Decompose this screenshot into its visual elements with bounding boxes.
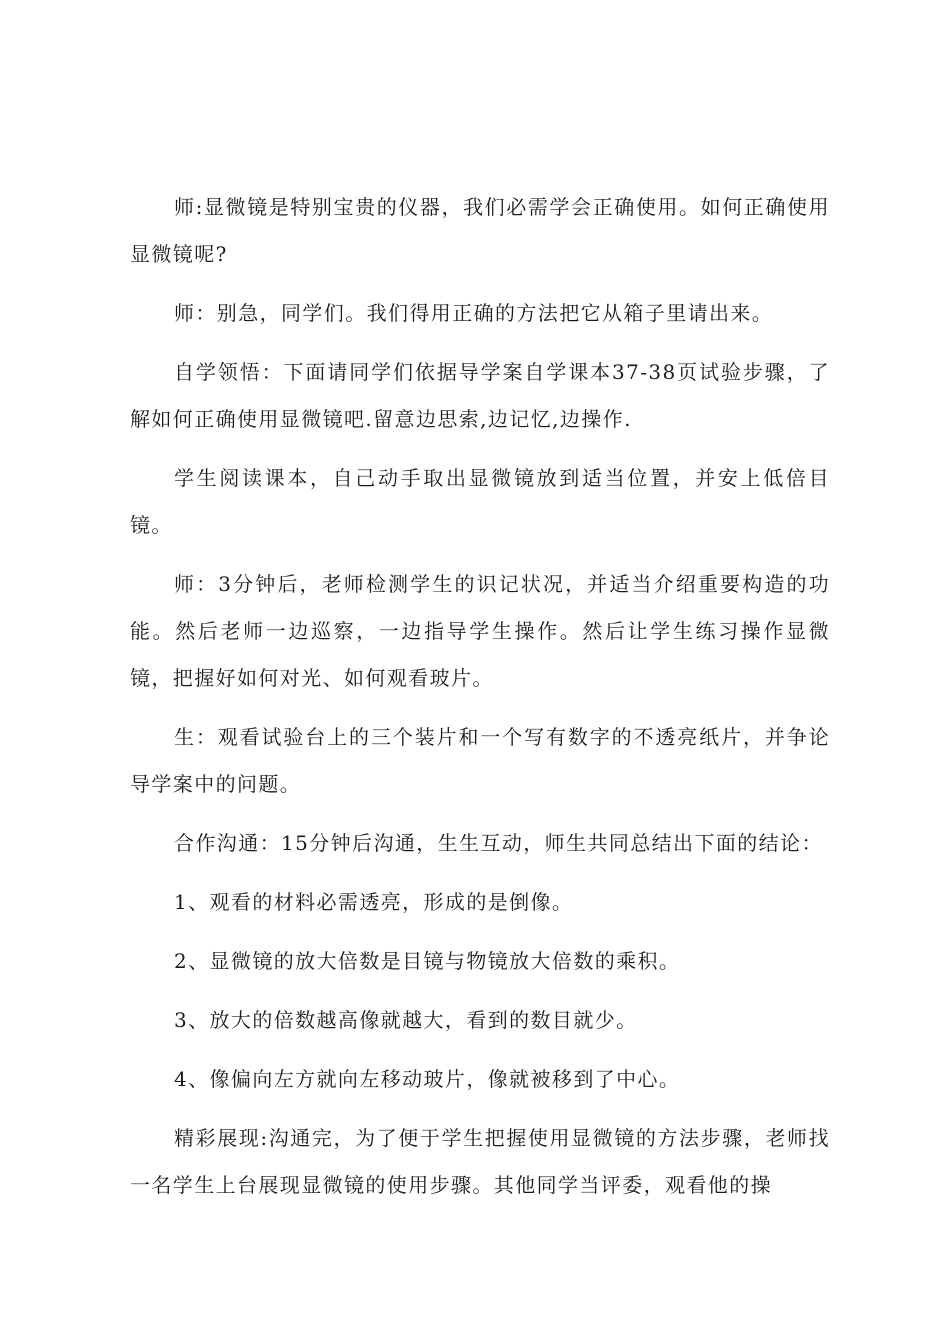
conclusion-item-2: 2、显微镜的放大倍数是目镜与物镜放大倍数的乘积。: [174, 949, 681, 973]
document-page: [130, 184, 830, 1221]
paragraph-teacher-wait: 师：别急，同学们。我们得用正确的方法把它从箱子里请出来。: [174, 301, 774, 325]
paragraph-student-observe: 生：观看试验台上的三个装片和一个写有数字的不透亮纸片，并争论导学案中的问题。: [130, 725, 830, 796]
conclusion-item-1: 1、观看的材料必需透亮，形成的是倒像。: [174, 890, 574, 914]
paragraph-cooperation: 合作沟通：15分钟后沟通，生生互动，师生共同总结出下面的结论：: [174, 831, 823, 855]
paragraph-self-study: 自学领悟：下面请同学们依据导学案自学课本37-38页试验步骤，了解如何正确使用显微镜吧.留意边思索,边记忆,边操作.: [130, 360, 830, 431]
paragraph-teacher-check: 师：3分钟后，老师检测学生的识记状况，并适当介绍重要构造的功能。然后老师一边巡察，一边指导学生操作。然后让学生练习操作显微镜，把握好如何对光、如何观看玻片。: [130, 572, 830, 690]
paragraph-teacher-intro: 师:显微镜是特别宝贵的仪器，我们必需学会正确使用。如何正确使用显微镜呢?: [130, 195, 830, 266]
paragraph-showcase: 精彩展现:沟通完，为了便于学生把握使用显微镜的方法步骤，老师找一名学生上台展现显微镜的使用步骤。其他同学当评委，观看他的操: [130, 1126, 830, 1197]
conclusion-item-4: 4、像偏向左方就向左移动玻片，像就被移到了中心。: [174, 1067, 681, 1091]
paragraph-student-read: 学生阅读课本，自己动手取出显微镜放到适当位置，并安上低倍目镜。: [130, 466, 830, 537]
conclusion-item-3: 3、放大的倍数越高像就越大，看到的数目就少。: [174, 1008, 638, 1032]
